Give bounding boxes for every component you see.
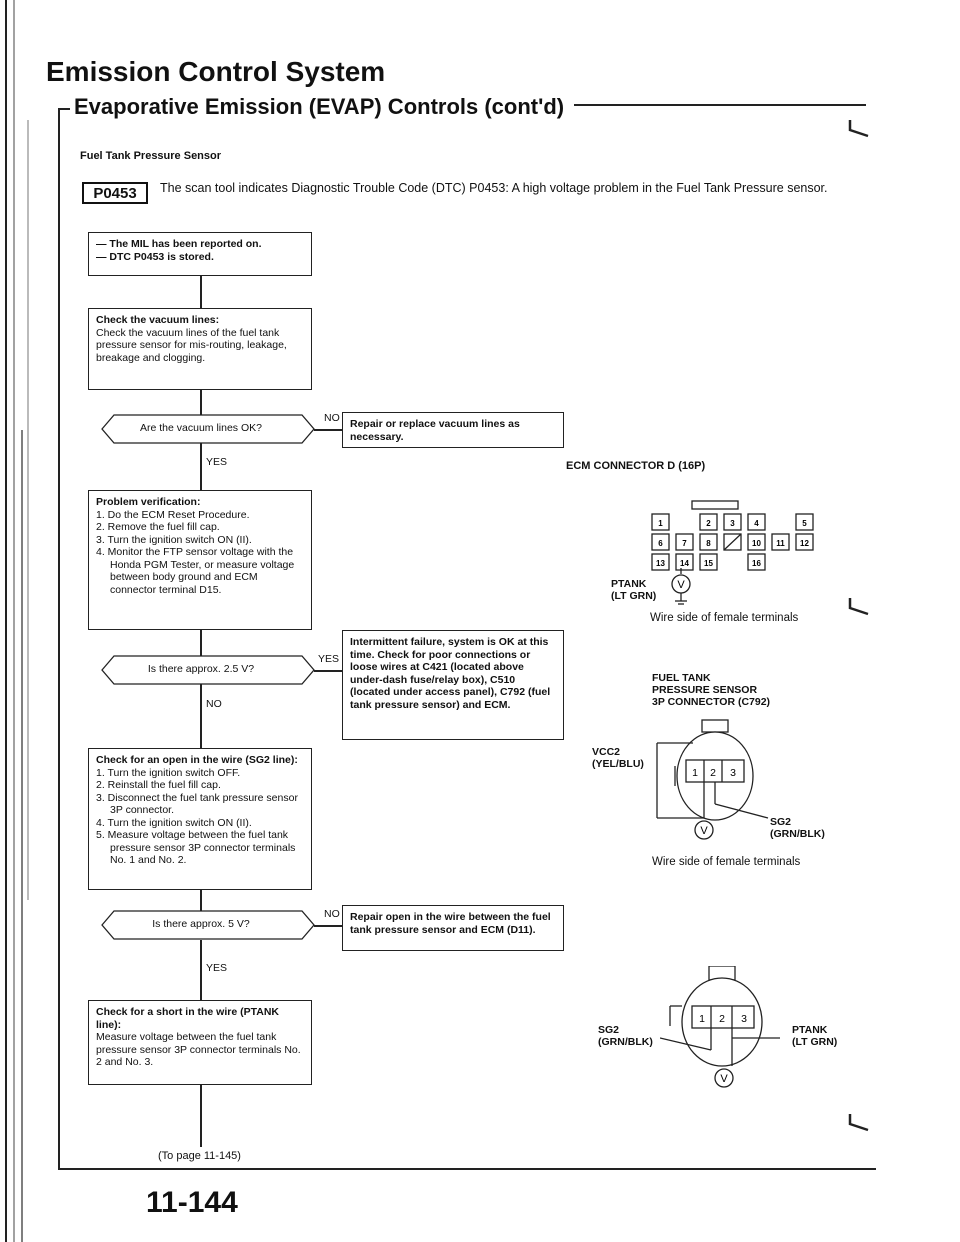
intermittent-text: Intermittent failure, system is OK at this time. Check for poor connections or loose wires at C421 (located above under-dash fuse/relay box), C510 (located under access panel), C792 (fuel tank pressure sensor) and ECM.: [350, 636, 551, 711]
ecm-pin-cell: [796, 554, 813, 570]
no-label: NO: [324, 908, 340, 920]
svg-text:V: V: [700, 825, 708, 837]
check-open-box: [88, 748, 312, 890]
intermittent-box: [342, 630, 564, 740]
sensor-sg2-label: SG2 (GRN/BLK): [770, 816, 825, 840]
yes-label: YES: [206, 962, 228, 974]
decision-25v-text: Is there approx. 2.5 V?: [147, 663, 255, 675]
yes-label: YES: [206, 456, 228, 468]
bottom-pin-2: 2: [719, 1013, 725, 1025]
pv-step-2: 2. Remove the fuel fill cap.: [96, 521, 220, 533]
co-step-1: 1. Turn the ignition switch OFF.: [96, 766, 241, 779]
flow-connector: [314, 429, 342, 431]
flow-connector: [314, 925, 342, 927]
ecm-pin-number: 2: [706, 519, 711, 528]
start-line-1: — The MIL has been reported on.: [96, 238, 262, 250]
ecm-pin-number: 16: [752, 559, 761, 568]
ecm-pin-number: 5: [802, 519, 807, 528]
flow-connector: [200, 442, 202, 490]
ecm-pin-cell: [772, 554, 789, 570]
problem-verification-heading: Problem verification:: [96, 496, 201, 508]
bottom-pin-1: 1: [699, 1013, 705, 1025]
svg-text:V: V: [677, 579, 685, 591]
sensor-connector-title: FUEL TANK PRESSURE SENSOR 3P CONNECTOR (C792): [652, 672, 771, 708]
repair-vacuum-box: [342, 412, 564, 448]
dtc-description: The scan tool indicates Diagnostic Trouble Code (DTC) P0453: A high voltage problem in the Fuel Tank Pressure sensor.: [160, 181, 828, 195]
svg-text:V: V: [720, 1073, 728, 1085]
corner-mark: [848, 1112, 870, 1132]
dtc-code-box: [82, 182, 148, 204]
repair-vacuum-text: Repair or replace vacuum lines as necessary.: [350, 418, 520, 443]
check-short-box: [88, 1000, 312, 1085]
page-title: Emission Control System: [46, 56, 386, 87]
yes-label: YES: [318, 653, 340, 665]
ecm-pin-number: 4: [754, 519, 759, 528]
start-line-2: — DTC P0453 is stored.: [96, 250, 214, 263]
check-short-heading: Check for a short in the wire (PTANK line):: [96, 1006, 279, 1031]
ecm-connector-title: ECM CONNECTOR D (16P): [566, 460, 706, 472]
sensor-connector-diagram: [640, 718, 790, 848]
bottom-connector-diagram: [660, 966, 790, 1096]
flow-connector: [314, 670, 342, 672]
flow-connector: [200, 684, 202, 748]
bottom-pin-3: 3: [741, 1013, 747, 1025]
flow-connector: [200, 276, 202, 308]
dtc-code: P0453: [93, 184, 137, 202]
ecm-pin-number: 1: [658, 519, 663, 528]
ecm-connector-cells: [652, 514, 813, 570]
flow-connector: [200, 890, 202, 912]
flow-start-box: [88, 232, 312, 276]
repair-open-text: Repair open in the wire between the fuel tank pressure sensor and ECM (D11).: [350, 911, 551, 936]
page-binding-edge: [0, 0, 34, 1242]
ecm-pin-number: 11: [776, 539, 785, 548]
header-left-tick: [58, 108, 70, 110]
ecm-pin-number: 7: [682, 539, 687, 548]
no-label: NO: [206, 698, 222, 710]
pv-step-1: 1. Do the ECM Reset Procedure.: [96, 508, 250, 521]
co-step-5: 5. Measure voltage between the fuel tank pressure sensor 3P connector terminals No. 1 and No. 2.: [96, 829, 296, 866]
ecm-pin-number: 14: [680, 559, 689, 568]
ecm-pin-cell: [724, 554, 741, 570]
decision-vacuum-text: Are the vacuum lines OK?: [140, 422, 262, 434]
check-short-body: Measure voltage between the fuel tank pressure sensor 3P connector terminals No. 2 and No. 3.: [96, 1031, 301, 1068]
sensor-pin-2: 2: [710, 767, 716, 779]
page-subtitle: Evaporative Emission (EVAP) Controls (cont'd): [74, 94, 565, 119]
bottom-ptank-label: PTANK (LT GRN): [792, 1024, 838, 1048]
co-step-2: 2. Reinstall the fuel fill cap.: [96, 779, 221, 791]
corner-mark: [848, 118, 870, 138]
footer-rule: [58, 1168, 876, 1170]
header-right-rule: [574, 104, 866, 106]
corner-mark: [848, 596, 870, 616]
sensor-connector-caption: Wire side of female terminals: [652, 856, 801, 868]
ecm-pin-number: 12: [800, 539, 809, 548]
problem-verification-box: [88, 490, 312, 630]
sensor-vcc2-label: VCC2 (YEL/BLU): [592, 746, 644, 770]
flow-connector: [200, 390, 202, 416]
page-number: 11-144: [146, 1186, 238, 1219]
ecm-pin-number: 10: [752, 539, 761, 548]
sensor-pin-1: 1: [692, 767, 698, 779]
bottom-sg2-label: SG2 (GRN/BLK): [598, 1024, 653, 1048]
ecm-pin-cell: [772, 514, 789, 530]
check-vacuum-box: [88, 308, 312, 390]
ecm-ptank-label: PTANK (LT GRN): [611, 578, 657, 602]
ecm-connector-caption: Wire side of female terminals: [650, 612, 799, 624]
flow-connector: [200, 940, 202, 1000]
no-label: NO: [324, 412, 340, 424]
sensor-pin-3: 3: [730, 767, 736, 779]
check-vacuum-heading: Check the vacuum lines:: [96, 314, 220, 326]
co-step-3: 3. Disconnect the fuel tank pressure sensor 3P connector.: [96, 791, 298, 816]
check-vacuum-body: Check the vacuum lines of the fuel tank pressure sensor for mis-routing, leakage, breakage and clogging.: [96, 326, 287, 364]
ecm-pin-number: 13: [656, 559, 665, 568]
pv-step-4: 4. Monitor the FTP sensor voltage with the Honda PGM Tester, or measure voltage between body ground and ECM connector terminal D15.: [96, 546, 295, 596]
flow-connector: [200, 1085, 202, 1147]
header-left-rule: [58, 108, 60, 1170]
to-page-note: (To page 11-145): [158, 1150, 241, 1162]
ecm-pin-number: 15: [704, 559, 713, 568]
repair-open-box: [342, 905, 564, 951]
ecm-pin-number: 8: [706, 539, 711, 548]
ecm-pin-number: 6: [658, 539, 663, 548]
check-open-heading: Check for an open in the wire (SG2 line):: [96, 754, 298, 766]
co-step-4: 4. Turn the ignition switch ON (II).: [96, 816, 252, 829]
ecm-pin-number: 3: [730, 519, 735, 528]
flow-connector: [200, 630, 202, 656]
section-title: Fuel Tank Pressure Sensor: [80, 150, 222, 162]
ecm-pin-cell: [676, 514, 693, 530]
ecm-meter-symbol: [664, 568, 698, 614]
decision-5v-text: Is there approx. 5 V?: [152, 918, 250, 930]
pv-step-3: 3. Turn the ignition switch ON (II).: [96, 533, 252, 546]
